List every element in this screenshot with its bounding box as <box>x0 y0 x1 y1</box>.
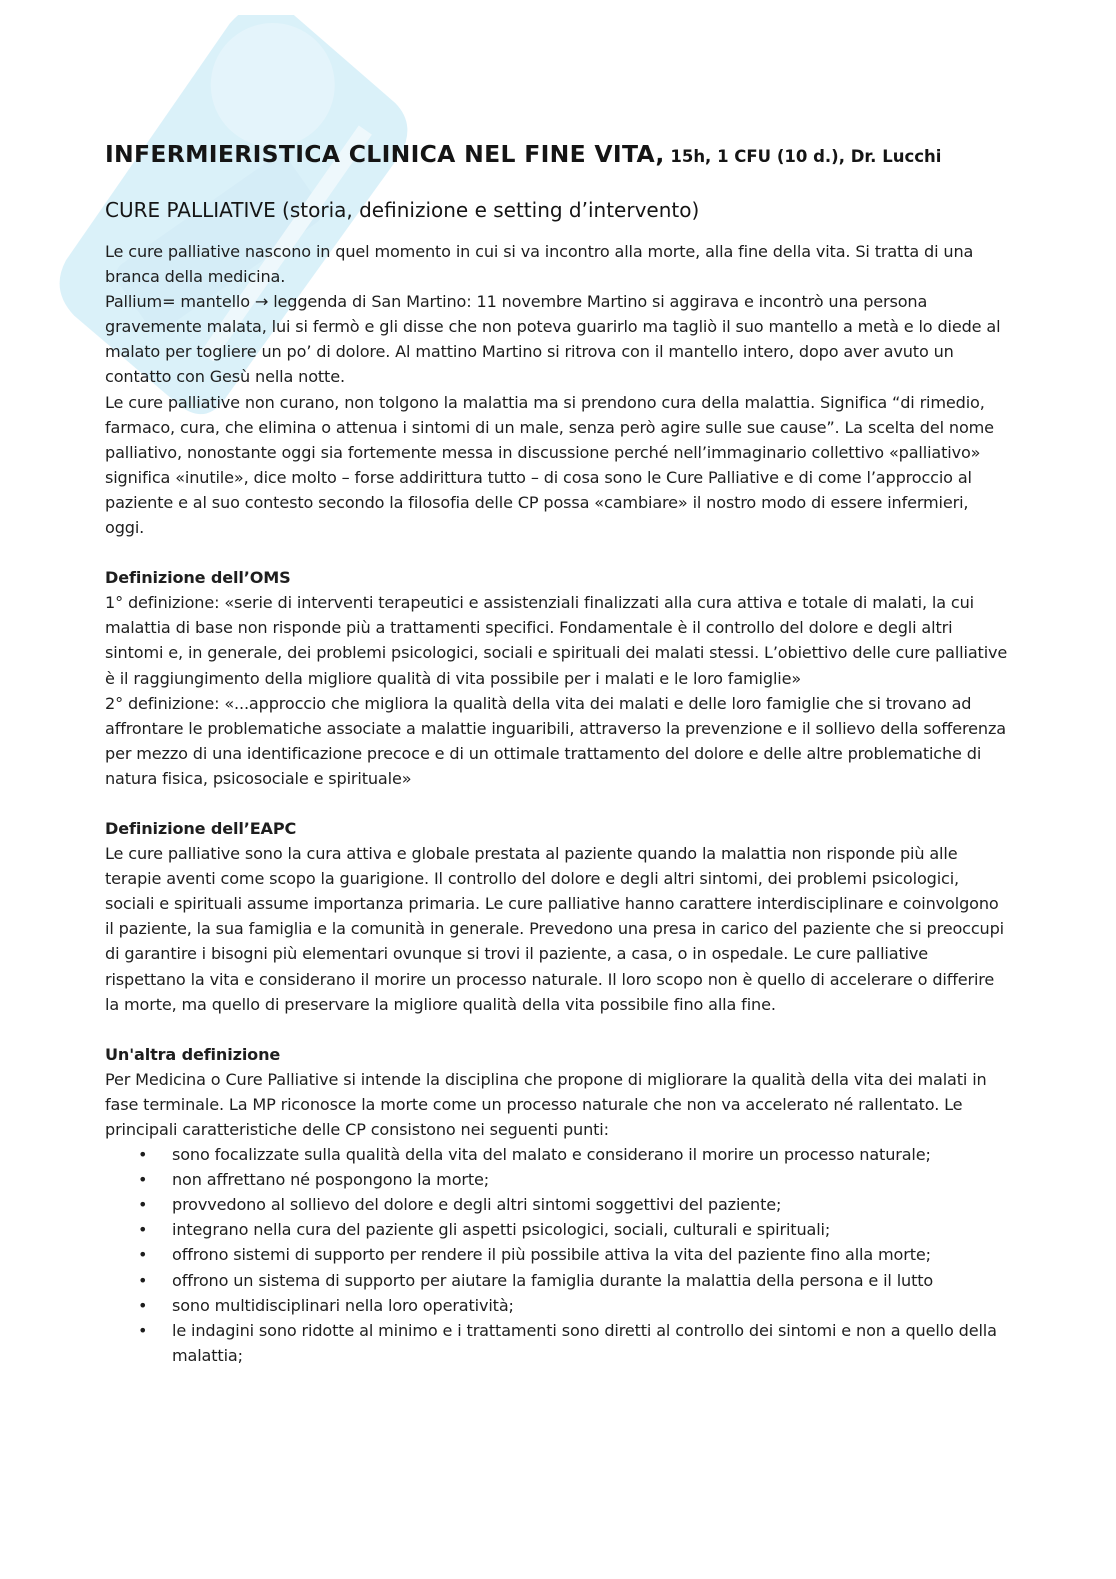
arrow-icon: → <box>254 292 269 312</box>
list-item-text: provvedono al sollievo del dolore e degli altri sintomi soggettivi del paziente; <box>172 1195 782 1215</box>
bullet-icon: • <box>138 1220 148 1240</box>
other-definition-heading: Un'altra definizione <box>105 1044 281 1064</box>
list-item-text: sono multidisciplinari nella loro operatività; <box>172 1295 514 1315</box>
intro-paragraph-1: Le cure palliative nascono in quel momento in cui si va incontro alla morte, alla fine della vita. Si tratta di una branca della medicina. <box>105 242 974 287</box>
list-item-text: sono focalizzate sulla qualità della vita del malato e considerano il morire un processo naturale; <box>172 1145 931 1165</box>
list-item-text: le indagini sono ridotte al minimo e i trattamenti sono diretti al controllo dei sintomi e non a quello della malattia; <box>172 1320 997 1365</box>
list-item <box>105 1318 1010 1368</box>
oms-definition-1: 1° definizione: «serie di interventi terapeutici e assistenziali finalizzati alla cura attiva e totale di malati, la cui malattia di base non risponde più a trattamenti specifici. Fondamentale è il controllo del dolore e degli altri sintomi e, in generale, dei problemi psicologici, sociali e spirituali dei malati stessi. L’obiettivo delle cure palliative è il raggiungimento della migliore qualità di vita possibile per i malati e le loro famiglie» <box>105 593 1008 688</box>
other-definition-text: Per Medicina o Cure Palliative si intende la disciplina che propone di migliorare la qualità della vita dei malati in fase terminale. La MP riconosce la morte come un processo naturale che non va accelerato né rallentato. Le principali caratteristiche delle CP consistono nei seguenti punti: <box>105 1069 987 1139</box>
intro-paragraph-2 <box>105 289 1010 389</box>
title-main: INFERMIERISTICA CLINICA NEL FINE VITA, <box>105 140 665 168</box>
list-item <box>105 1268 1010 1293</box>
bullet-icon: • <box>138 1195 148 1215</box>
oms-heading: Definizione dell’OMS <box>105 568 291 588</box>
intro-paragraph-3: Le cure palliative non curano, non tolgono la malattia ma si prendono cura della malattia. Significa “di rimedio, farmaco, cura, che elimina o attenua i sintomi di un male, senza però agire sulle sue cause”. La scelta del nome palliativo, nonostante oggi sia fortemente messa in discussione perché nell’immaginario collettivo «palliativo» significa «inutile», dice molto – forse addirittura tutto – di cosa sono le Cure Palliative e di come l’approccio al paziente e al suo contesto secondo la filosofia delle CP possa «cambiare» il nostro modo di essere infermieri, oggi. <box>105 392 994 538</box>
document-page <box>105 138 1010 1368</box>
list-item-text: offrono un sistema di supporto per aiutare la famiglia durante la malattia della persona e il lutto <box>172 1270 934 1290</box>
list-item <box>105 1142 1010 1167</box>
list-item-text: integrano nella cura del paziente gli aspetti psicologici, sociali, culturali e spirituali; <box>172 1220 831 1240</box>
pallium-text: Pallium= mantello <box>105 292 255 312</box>
bullet-icon: • <box>138 1270 148 1290</box>
list-item-text: offrono sistemi di supporto per rendere il più possibile attiva la vita del paziente fino alla morte; <box>172 1245 931 1265</box>
list-item <box>105 1242 1010 1267</box>
list-item <box>105 1217 1010 1242</box>
legend-text: leggenda di San Martino: 11 novembre Martino si aggirava e incontrò una persona gravemente malata, lui si fermò e gli disse che non poteva guarirlo ma tagliò il suo mantello a metà e lo diede al malato per togliere un po’ di dolore. Al mattino Martino si ritrova con il mantello intero, dopo aver avuto un contatto con Gesù nella notte. <box>105 292 1001 387</box>
section-title: CURE PALLIATIVE (storia, definizione e setting d’intervento) <box>105 198 700 222</box>
bullet-icon: • <box>138 1145 148 1165</box>
title-details: 15h, 1 CFU (10 d.), Dr. Lucchi <box>664 147 942 166</box>
list-item <box>105 1167 1010 1192</box>
document-title <box>105 138 1010 173</box>
bullet-icon: • <box>138 1295 148 1315</box>
document-body <box>105 239 1010 1368</box>
oms-definition-2: 2° definizione: «...approccio che migliora la qualità della vita dei malati e delle loro famiglie che si trovano ad affrontare le problematiche associate a malattie inguaribili, attraverso la prevenzione e il sollievo della sofferenza per mezzo di una identificazione precoce e di un ottimale trattamento del dolore e delle altre problematiche di natura fisica, psicosociale e spirituale» <box>105 693 1006 788</box>
bullet-icon: • <box>138 1245 148 1265</box>
list-item-text: non affrettano né pospongono la morte; <box>172 1170 490 1190</box>
list-item <box>105 1192 1010 1217</box>
eapc-heading: Definizione dell’EAPC <box>105 818 297 838</box>
bullet-icon: • <box>138 1320 148 1340</box>
list-item <box>105 1293 1010 1318</box>
eapc-definition: Le cure palliative sono la cura attiva e globale prestata al paziente quando la malattia non risponde più alle terapie aventi come scopo la guarigione. Il controllo del dolore e degli altri sintomi, dei problemi psicologici, sociali e spirituali assume importanza primaria. Le cure palliative hanno carattere interdisciplinare e coinvolgono il paziente, la sua famiglia e la comunità in generale. Prevedono una presa in carico del paziente che si preoccupi di garantire i bisogni più elementari ovunque si trovi il paziente, a casa, o in ospedale. Le cure palliative rispettano la vita e considerano il morire un processo naturale. Il loro scopo non è quello di accelerare o differire la morte, ma quello di preservare la migliore qualità della vita possibile fino alla fine. <box>105 844 1004 1014</box>
features-list <box>105 1142 1010 1368</box>
bullet-icon: • <box>138 1170 148 1190</box>
